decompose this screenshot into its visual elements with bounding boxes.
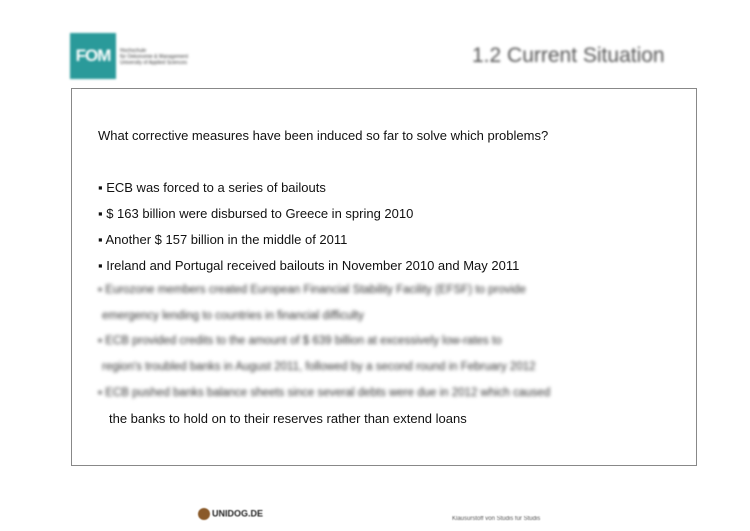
bullet-item: ▪ Another $ 157 billion in the middle of 2011 (98, 232, 348, 247)
unidog-logo (198, 508, 263, 520)
logo-line: University of Applied Sciences (120, 60, 187, 66)
fom-logo-text (120, 48, 188, 66)
blurred-text-line: region's troubled banks in August 2011, followed by a second round in February 2012 (102, 361, 536, 373)
bullet-item: ▪ Ireland and Portugal received bailouts in November 2010 and May 2011 (98, 258, 520, 273)
footer-note: Klausurstoff von Studis für Studis (452, 516, 541, 522)
question-heading: What corrective measures have been induced so far to solve which problems? (98, 128, 549, 143)
slide-title: 1.2 Current Situation (472, 44, 665, 67)
logo-line: für Oekonomie & Management (120, 54, 189, 60)
dog-icon (198, 508, 210, 520)
fom-logo: FOM (70, 33, 116, 79)
bullet-item: ▪ $ 163 billion were disbursed to Greece in spring 2010 (98, 206, 414, 221)
logo-line: Hochschule (120, 48, 147, 54)
blurred-text-line: ▪ ECB pushed banks balance sheets since several debts were due in 2012 which caused (98, 387, 551, 399)
blurred-text-line: ▪ ECB provided credits to the amount of $ 639 billion at excessively low-rates to (98, 335, 502, 347)
blurred-text-line: emergency lending to countries in financial difficulty (102, 310, 364, 322)
continuation-line: the banks to hold on to their reserves rather than extend loans (109, 411, 467, 426)
bullet-item: ▪ ECB was forced to a series of bailouts (98, 180, 326, 195)
blurred-text-line: ▪ Eurozone members created European Financial Stability Facility (EFSF) to provide (98, 284, 526, 296)
content-frame (71, 88, 697, 466)
unidog-logo-text: UNIDOG.DE (212, 508, 264, 519)
